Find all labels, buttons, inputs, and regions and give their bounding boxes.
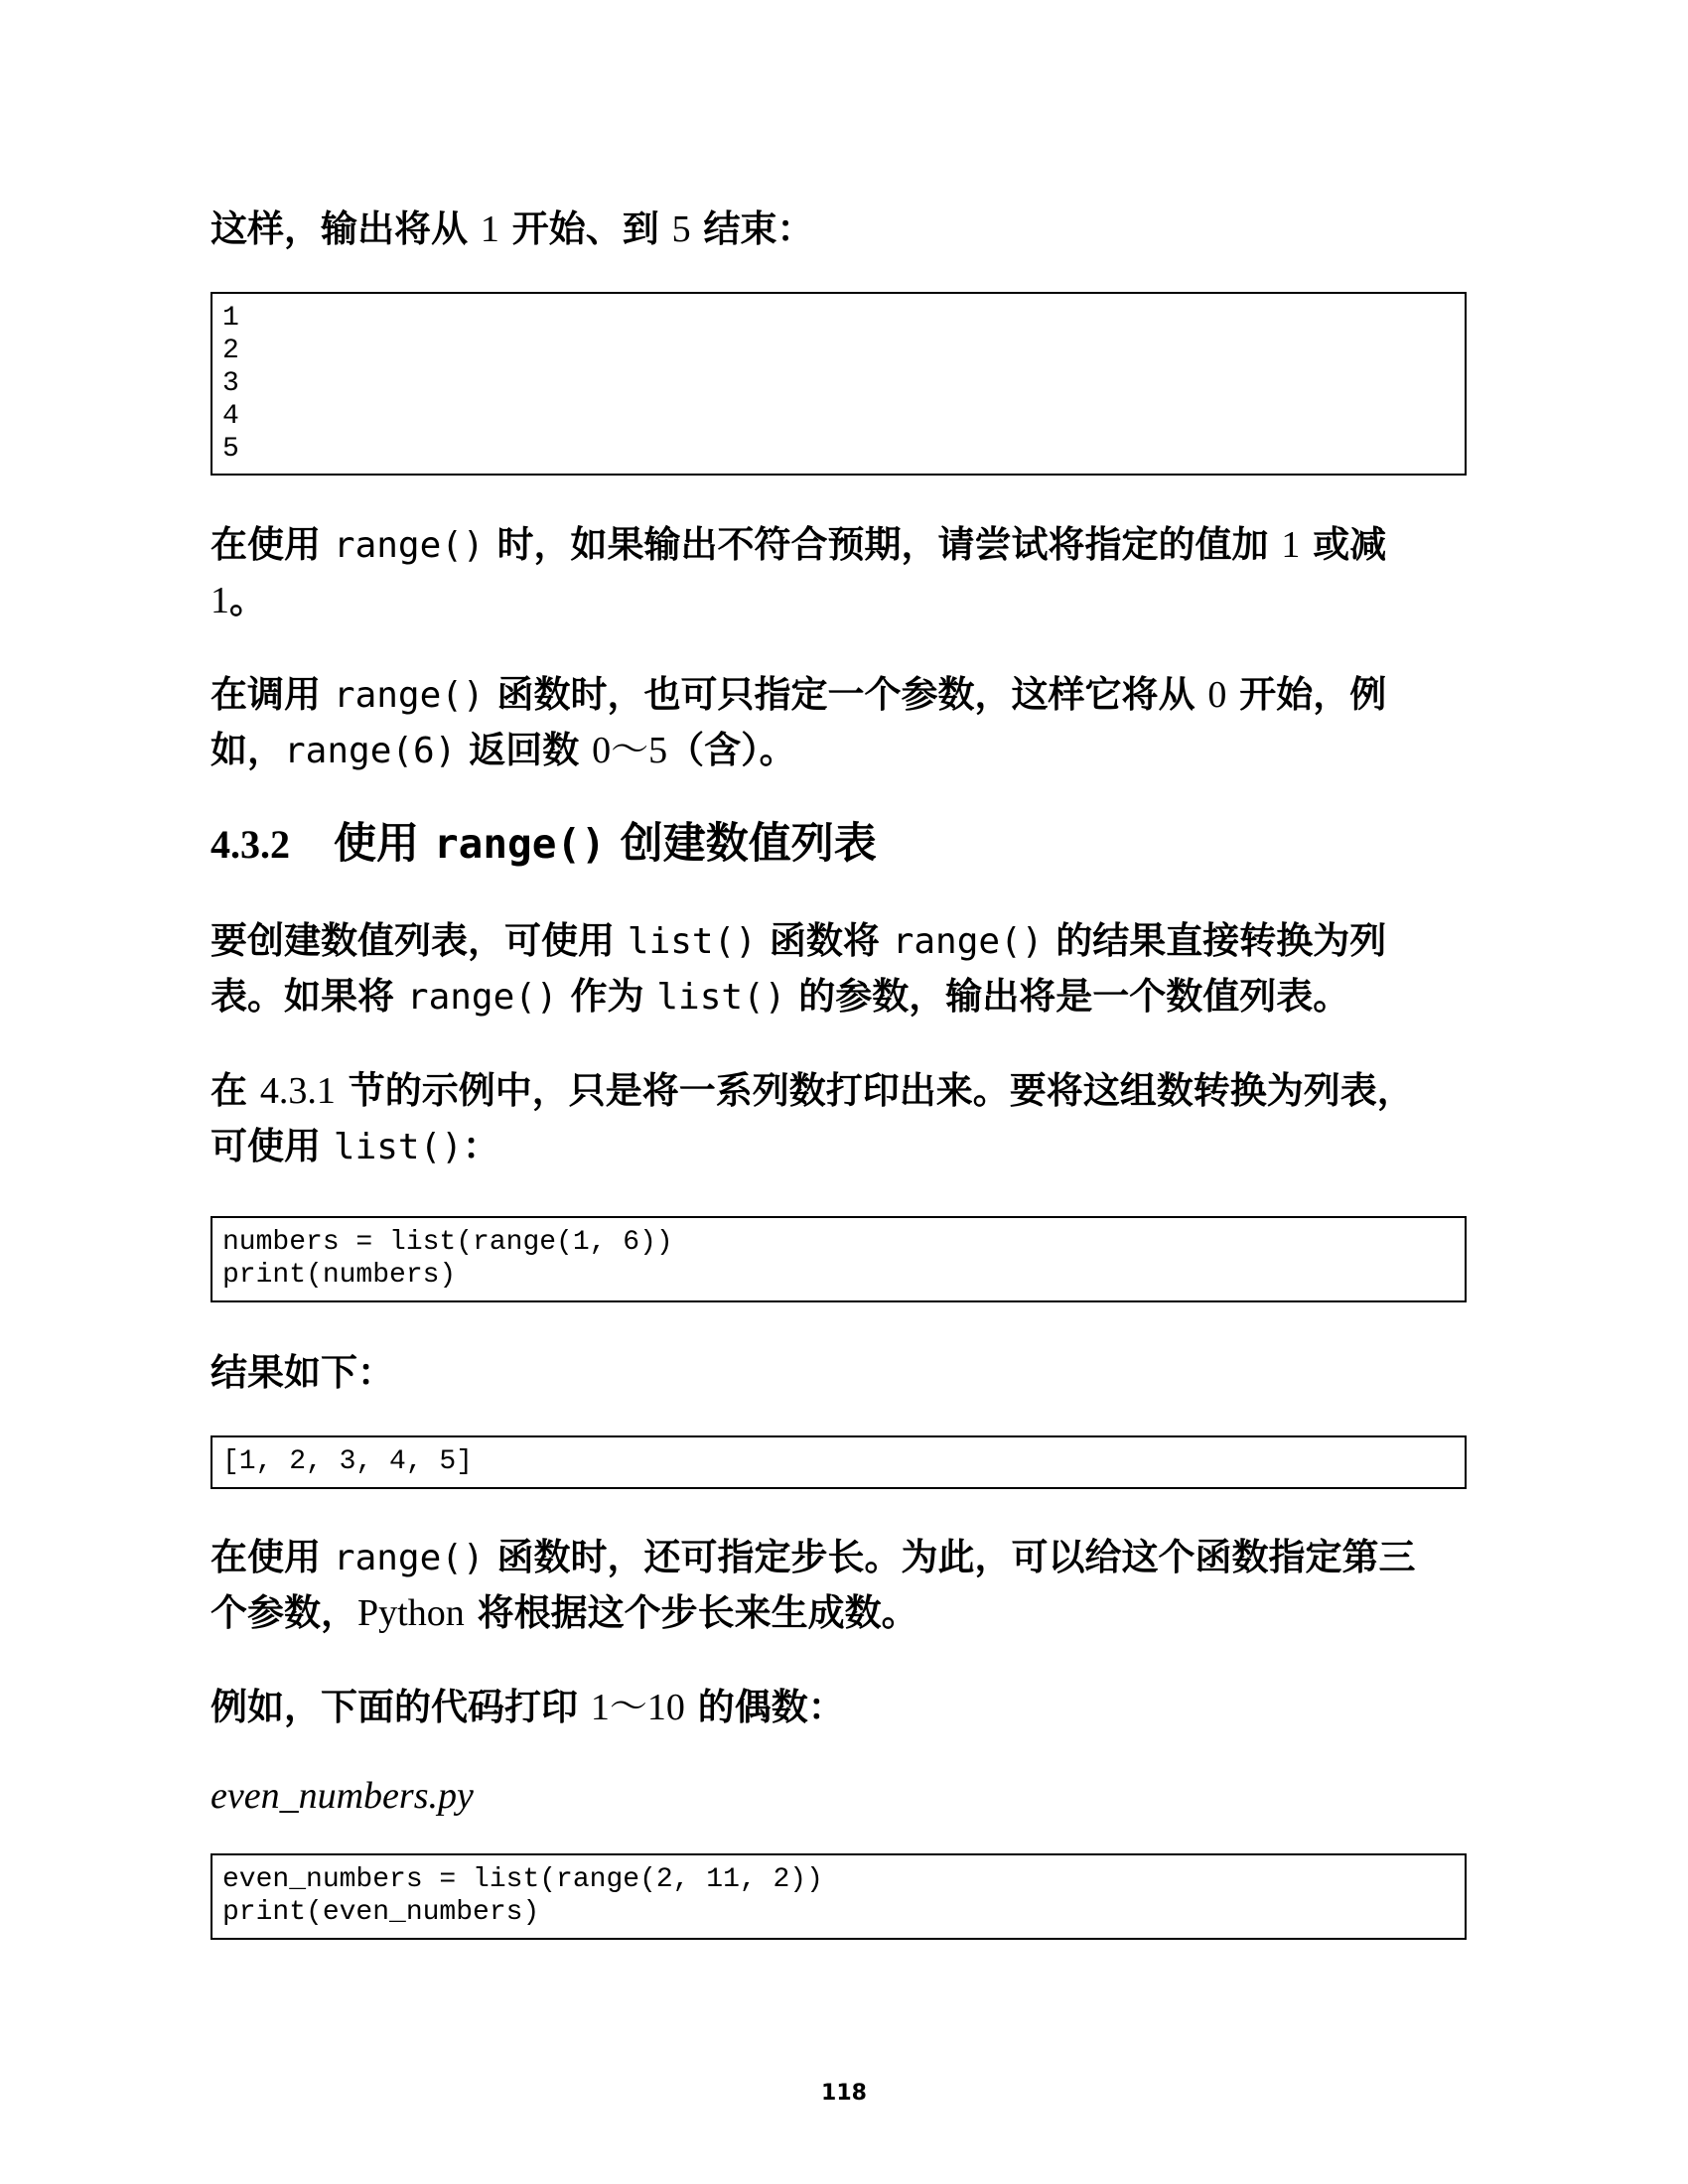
text: 的偶数： [684, 1686, 845, 1728]
code-block-even-numbers: even_numbers = list(range(2, 11, 2)) print(even_numbers) [211, 1853, 1467, 1940]
text: 开始、到 [498, 207, 672, 250]
section-heading [211, 814, 877, 875]
inline-code: range() [333, 675, 485, 716]
number: 4.3.1 [259, 1070, 336, 1112]
inline-code: range() [892, 921, 1044, 962]
text: 时，如果输出不符合预期，请尝试将指定的值加 [484, 523, 1282, 566]
inline-code: list() [333, 1127, 463, 1167]
heading-text: 创建数值列表 [605, 819, 877, 869]
paragraph-range-single-arg [211, 667, 1491, 778]
text: 在 [211, 1069, 260, 1112]
text: （含）。 [667, 729, 796, 771]
paragraph-convert-to-list [211, 1063, 1491, 1174]
text: 。 [229, 579, 266, 621]
inline-code: range() [333, 1538, 485, 1578]
paragraph-range-output-intro [211, 202, 1491, 257]
text: 结束： [690, 207, 814, 250]
inline-code: list() [627, 921, 757, 962]
page-number: 118 [821, 2081, 867, 2106]
section-number: 4.3.2 [211, 822, 290, 867]
text: 这样，输出将从 [211, 207, 481, 250]
text: 例如，下面的代码打印 [211, 1686, 591, 1728]
heading-code: range() [433, 820, 606, 868]
output-block-1-to-5: 1 2 3 4 5 [211, 292, 1467, 476]
text: 函数时，也可只指定一个参数，这样它将从 [484, 673, 1208, 716]
paragraph-range-tip [211, 517, 1491, 628]
number: Python [357, 1592, 465, 1634]
paragraph-list-range [211, 913, 1491, 1024]
text: 在调用 [211, 673, 334, 716]
number: 1 [211, 580, 229, 621]
text: 将根据这个步长来生成数。 [464, 1591, 918, 1634]
number: 1 [1281, 524, 1301, 566]
text: 函数时，还可指定步长。为此，可以给这个函数指定第三 个参数， [211, 1536, 1416, 1634]
text: ： [462, 1125, 499, 1167]
number: 5 [671, 208, 691, 250]
number: 0～5 [592, 730, 668, 771]
text: 的结果直接转换为列 表。如果将 [211, 919, 1387, 1018]
text: 在使用 [211, 1536, 334, 1578]
text: 返回数 [456, 729, 593, 771]
number: 0 [1207, 674, 1227, 716]
inline-code: range() [406, 977, 558, 1018]
number: 1～10 [590, 1687, 685, 1728]
inline-code: list() [656, 977, 786, 1018]
text: 要创建数值列表，可使用 [211, 919, 628, 962]
text: 函数将 [756, 919, 893, 962]
paragraph-range-step [211, 1530, 1491, 1641]
heading-text: 使用 [334, 819, 434, 869]
inline-code: range() [333, 525, 485, 566]
inline-code: range(6) [284, 731, 457, 771]
paragraph-result: 结果如下： [211, 1351, 394, 1394]
text: 的参数，输出将是一个数值列表。 [785, 975, 1350, 1018]
text: 开始，例 如， [211, 673, 1387, 771]
text: 节的示例中，只是将一系列数打印出来。要将这组数转换为列表， 可使用 [211, 1069, 1414, 1167]
text: 或减 [1313, 523, 1387, 566]
code-block-numbers: numbers = list(range(1, 6)) print(numbers) [211, 1216, 1467, 1302]
number: 1 [480, 208, 499, 250]
output-block-list: [1, 2, 3, 4, 5] [211, 1435, 1467, 1489]
paragraph-even-example [211, 1680, 1491, 1735]
text: 在使用 [211, 523, 334, 566]
text: 作为 [557, 975, 657, 1018]
file-name-caption: even_numbers.py [211, 1775, 474, 1817]
